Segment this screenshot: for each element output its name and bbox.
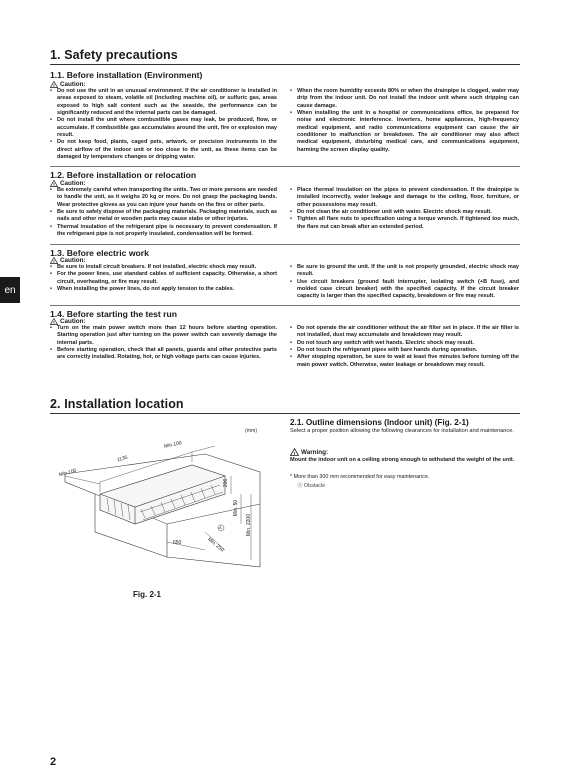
list-item: • Tighten all flare nuts to specification using a torque wrench. If tightened too much, the flare nut can break after an extended period. — [290, 216, 519, 231]
section-2-rule — [50, 413, 520, 414]
warning-triangle-icon — [50, 257, 58, 264]
svg-text:!: ! — [53, 182, 55, 187]
warning-triangle-icon — [50, 318, 58, 325]
list-1-2-right — [290, 187, 519, 231]
list-item: • Do not clean the air conditioner unit with water. Electric shock may result. — [290, 209, 519, 216]
list-item: • Be sure to install circuit breakers. If not installed, electric shock may result. — [50, 264, 277, 271]
svg-text:!: ! — [53, 320, 55, 325]
section-1-rule — [50, 64, 520, 65]
figure-caption: Fig. 2-1 — [133, 590, 162, 599]
divider — [50, 244, 520, 245]
list-item: • Do not keep food, plants, caged pets, artwork, or precision instruments in the direct airflow of the indoor unit or too close to the unit, as these items can be damaged by temperature changes or dripping water. — [50, 139, 277, 161]
list-item: • Do not touch any switch with wet hands. Electric shock may result. — [290, 340, 519, 347]
list-item: • Do not touch the refrigerant pipes with bare hands during operation. — [290, 347, 519, 354]
list-1-4-left — [50, 325, 277, 362]
svg-text:!: ! — [53, 83, 55, 88]
subsection-1-3-title: 1.3. Before electric work — [50, 248, 149, 258]
list-item: • When installing the unit in a hospital or communications office, be prepared for noise and electronic interference. Inverters, home appliances, high-frequency medical equipment, and radio communications equipment can cause the air conditioner to malfunction or breakdown. The air conditioner may also affect medical equipment, disturbing medical care, and communications equipment, harming the screen display quality. — [290, 110, 519, 154]
dim-min100-top: Min.100 — [163, 440, 183, 450]
installation-diagram — [55, 432, 275, 577]
list-item: • Before starting operation, check that all panels, guards and other protective parts are correctly installed. Rotating, hot, or high voltage parts can cause injuries. — [50, 347, 277, 362]
list-item: • Be sure to ground the unit. If the unit is not properly grounded, electric shock may result. — [290, 264, 519, 279]
dim-1135: 1135 — [116, 454, 129, 464]
list-1-3-left — [50, 264, 277, 293]
clearance-text: Select a proper position allowing the following clearances for installation and maintenance. — [290, 428, 514, 434]
caution-1-4 — [50, 318, 86, 325]
warning-2-1 — [290, 448, 328, 456]
divider — [50, 166, 520, 167]
subsection-1-2-title: 1.2. Before installation or relocation — [50, 170, 197, 180]
list-item: • For the power lines, use standard cables of sufficient capacity. Otherwise, a short circuit, overheating, or fire may result. — [50, 271, 277, 286]
list-1-3-right — [290, 264, 519, 301]
list-item: • When the room humidity exceeds 80% or when the drainpipe is clogged, water may drip from the indoor unit. Do not install the indoor unit where such dripping can cause damage. — [290, 88, 519, 110]
dim-206: 206 — [223, 478, 230, 488]
subsection-2-1-title: 2.1. Outline dimensions (Indoor unit) (Fig. 2-1) — [290, 418, 469, 427]
list-item: • After stopping operation, be sure to wait at least five minutes before turning off the main power switch. Otherwise, water leakage or breakdown may result. — [290, 354, 519, 369]
list-item: • Do not install the unit where combustible gases may leak, be produced, flow, or accumulate. If combustible gas accumulates around the unit, fire or explosion may result. — [50, 117, 277, 139]
caution-1-3 — [50, 257, 86, 264]
unit-label: (mm) — [245, 428, 258, 434]
list-1-1-left — [50, 88, 277, 161]
list-item: • Place thermal insulation on the pipes to prevent condensation. If the drainpipe is installed incorrectly, water leakage and damage to the ceiling, floor, furniture, or other possessions may result. — [290, 187, 519, 209]
maintenance-note: * More than 300 mm recommended for easy maintenance. — [290, 474, 430, 480]
list-item: • Do not operate the air conditioner without the air filter set in place. If the air filter is not installed, dust may accumulate and breakdown may result. — [290, 325, 519, 340]
list-item: • Use circuit breakers (ground fault interrupter, isolating switch (+B fuse), and molded case circuit breaker) with the specified capacity. If the circuit breaker capacity is larger than the specified capacity, breakdown or fire may result. — [290, 279, 519, 301]
subsection-1-1-title: 1.1. Before installation (Environment) — [50, 70, 203, 80]
list-1-4-right — [290, 325, 519, 369]
dim-650: 650 — [173, 540, 182, 546]
caution-label: Caution: — [60, 81, 86, 88]
dim-min100-left: Min.100 — [58, 467, 78, 479]
warning-triangle-icon — [50, 180, 58, 187]
page-number: 2 — [50, 756, 57, 768]
caution-label: Caution: — [60, 180, 86, 187]
dim-min50: Min. 50 — [233, 499, 240, 517]
section-2-title: 2. Installation location — [50, 397, 184, 411]
list-item: • When installing the power lines, do not apply tension to the cables. — [50, 286, 277, 293]
dim-min2200: Min. 2200 — [245, 514, 252, 536]
warning-triangle-icon — [50, 81, 58, 88]
warning-text: Mount the indoor unit on a ceiling strong enough to withstand the weight of the unit. — [290, 457, 515, 463]
language-tab: en — [0, 277, 20, 303]
list-item: • Turn on the main power switch more than 12 hours before starting operation. Starting operation just after turning on the power switch can severely damage the internal parts. — [50, 325, 277, 347]
list-1-2-left — [50, 187, 277, 238]
caution-label: Caution: — [60, 257, 86, 264]
caution-label: Caution: — [60, 318, 86, 325]
dim-min250: Min. 250 — [206, 536, 225, 554]
subsection-1-4-title: 1.4. Before starting the test run — [50, 309, 178, 319]
list-1-1-right — [290, 88, 519, 154]
caution-1-1 — [50, 81, 86, 88]
list-item: • Be extremely careful when transporting the units. Two or more persons are needed to handle the unit, as it weighs 20 kg or more. Do not grasp the packaging bands. Wear protective gloves as you can injure your hands on the fins or other parts. — [50, 187, 277, 209]
list-item: • Thermal insulation of the refrigerant pipe is necessary to prevent condensation. If the refrigerant pipe is not properly insulated, condensation will be formed. — [50, 224, 277, 239]
svg-text:!: ! — [293, 451, 296, 456]
svg-text:!: ! — [53, 259, 55, 264]
divider — [50, 305, 520, 306]
warning-label: Warning: — [301, 448, 329, 456]
list-item: • Do not use the unit in an unusual environment. If the air conditioner is installed in areas exposed to steam, volatile oil (including machine oil), or sulfuric gas, areas exposed to high salt content such as the seaside, the performance can be significantly reduced and the internal parts can be damaged. — [50, 88, 277, 117]
caution-1-2 — [50, 180, 86, 187]
list-item: • Be sure to safely dispose of the packaging materials. Packaging materials, such as nails and other metal or wooden parts may cause stabs or other injuries. — [50, 209, 277, 224]
legend-obstacle: Ⓐ Obstacle — [297, 483, 326, 489]
warning-triangle-icon — [290, 448, 299, 456]
obstacle-marker: A — [219, 525, 222, 530]
section-1-title: 1. Safety precautions — [50, 48, 178, 62]
